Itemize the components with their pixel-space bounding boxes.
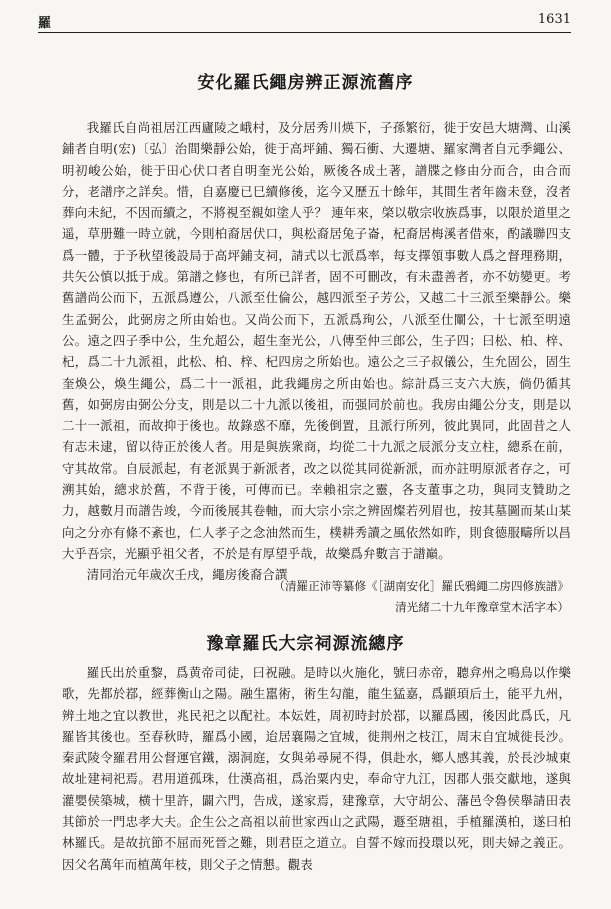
- article-body: [62, 117, 571, 586]
- article-paragraph: 我羅氏自尚祖居江西廬陵之峨村，及分居秀川煐下，子孫繁衍，徙于安邑大塘灣、山溪鋪者自明(宏)〔弘〕治間樂靜公始，徙于高坪鋪、獨石衝、大遷塘、羅家灣者自元季繩公、明初峻公始，徙于田心伏口者自明奎光公始，厥後各成土著，譜牒之修由分而合，由合而分，老譜序之詳矣。惜，自嘉慶已巳續修後，迄今又歷五十餘年，其間生者年齒未登，沒者葬向未紀，不因而續之，不將視至親如塗人乎？ 連年來，棨以敬宗收族爲事，以限於道里之遥，草册難一時立就，今則柏裔居伏口，與松裔居兔子崙，杞裔居梅溪者借來，酌議聯四支爲一體，于予秋望後設局于高坪鋪支祠，請式以七派爲率，每支擇領事數人爲之督理務期，共矢公慎以抵于成。第譜之修也，有所已詳者，固不可刪改，有未盡善者，亦不妨變更。考舊譜尚公而下，五派爲遵公，八派至仕倫公，越四派至子芳公，又越二十三派至樂靜公。樂生孟弼公，此弼房之所由始也。又尚公而下，五派爲珣公，八派至仕闡公，十七派至明遠公。遠之四子季中公，生允超公，超生奎光公，八傳至仲三郎公，生子四；曰松、柏、梓、杞，爲二十九派祖，此松、柏、梓、杞四房之所始也。遠公之三子叔儀公，生允固公，固生奎煥公，煥生繩公，爲二十一派祖，此我繩房之所由始也。綜計爲三支六大族，倘仍循其舊，如弼房由弼公分支，則是以二十九派以後祖，而强同於前也。我房由繩公分支，則是以二十一派祖，而故抑于後也。故錄惑不靡，先後倒置，且派行所列，彼此異同，此固昔之人有志未逮，留以待正於後人者。用是與族衆商，均從二十九派之辰派分支立柱，總系在前，守其故常。自辰派起，有老派異于新派者，改之以從其同從新派，而亦註明原派者存之，可溯其始，總求於舊，不背于後，可傳而已。幸賴祖宗之靈，各支董事之功，與同支贊助之力，越數月而譜告竣，今而後展其卷軸，而大宗小宗之辨固燦若列眉也，按其墓圖而某山某向之分亦有條不紊也，仁人孝子之念油然而生，樸耕秀讀之風依然如昨，則食德服疇所以昌大乎吾宗，光顯乎祖父者，不於是有厚望乎哉，故樂爲弁數言于譜巔。: [62, 120, 571, 561]
- article-signature: 清同治元年歲次壬戌，繩房後裔合譔: [86, 567, 288, 583]
- article-title: 安化羅氏繩房辨正源流舊序: [197, 73, 414, 93]
- source-citation-line: 清光緒二十九年豫章堂木活字本）: [395, 600, 569, 614]
- article-title: 豫章羅氏大宗祠源流總序: [206, 634, 405, 654]
- article-paragraph: 羅氏出於重黎，爲黄帝司徒，曰祝融。是時以火施化，號曰赤帝，聽弇州之鳴鳥以作樂歌，先都於鄀，經葬衡山之陽。融生嚚術，術生勾龍，龍生猛嘉，爲顓頊后土，能平九州，辨土地之宜以教世，兆民祀之以配社。本妘姓，周初時封於鄀，以羅爲國，後因此爲氏，凡羅皆其後也。至春秋時，羅爲小國，迨居襄陽之宜城，徙荆州之枝江，周末自宜城徙長沙。秦武陵令羅君用公督運官鐵，溺洞庭，女與弟尋屍不得，俱赴水，鄉人感其義，於長沙城東故址建祠祀焉。君用道孤珠，仕漢高祖，爲治粟内史，奉命守九江，因郡人張交獻地，遂與灌嬰侯築城，横十里許，闢六門，告成，遂家焉，建豫章，大守胡公、藩邑令魯侯舉請田表其節於一門忠孝大夫。企生公之高祖以前世家西山之武陽，遯至瑭祖，手植羅漢柏，遂曰柏林羅氏。是故抗節不屈而死晉之難，則君臣之道立。自誓不嫁而投環以死，則夫婦之義正。因父名萬年而植萬年枝，則父子之情懇。觀表: [62, 665, 571, 872]
- source-citation-line: （清羅正沛等纂修《［湖南安化］羅氏鴉繩二房四修族譜》: [273, 579, 569, 593]
- section-label: 羅: [38, 16, 52, 31]
- page-header: [38, 10, 571, 33]
- page-number: 1631: [537, 12, 571, 27]
- article-body: [62, 662, 571, 875]
